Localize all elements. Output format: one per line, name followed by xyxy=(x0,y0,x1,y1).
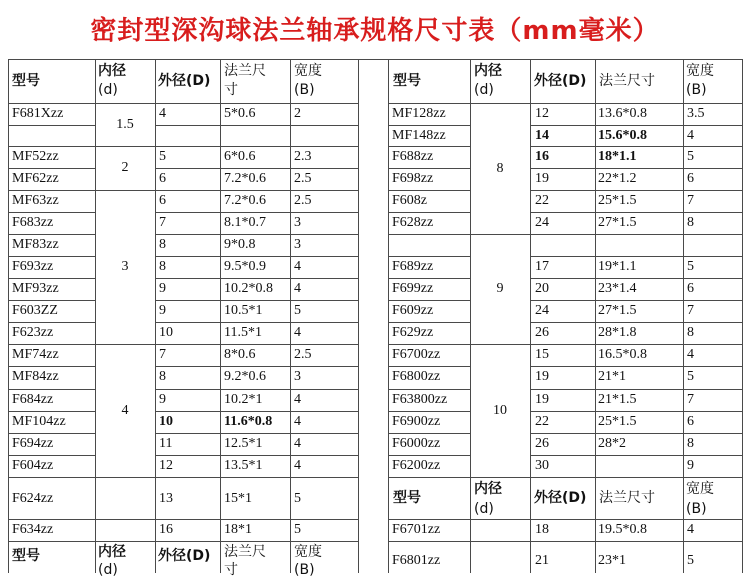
table-row-width: 3.5 xyxy=(687,106,705,121)
table-row-line xyxy=(470,234,530,235)
table-row-line xyxy=(155,278,358,279)
table-row-outer: 26 xyxy=(535,325,549,340)
table-row-width: 4 xyxy=(687,347,694,362)
table-row-line xyxy=(388,411,470,412)
table-row-model: F6800zz xyxy=(392,369,441,384)
table-row-flange: 7.2*0.6 xyxy=(224,193,266,208)
table-row-flange: 5*0.6 xyxy=(224,106,256,121)
table-row-line xyxy=(8,366,95,367)
table-row-width: 2.5 xyxy=(294,171,312,186)
inner-diameter-group: 9 xyxy=(496,281,504,296)
table-row-model: MF83zz xyxy=(12,237,59,252)
header-outer: 外径(D) xyxy=(158,548,211,564)
table-row-line xyxy=(388,59,742,60)
table-row-width: 4 xyxy=(294,392,301,407)
table-row-line xyxy=(530,256,742,257)
table-row-width: 4 xyxy=(294,325,301,340)
page-title: 密封型深沟球法兰轴承规格尺寸表（mm毫米） xyxy=(90,16,660,46)
table-col-line xyxy=(95,59,96,573)
table-row-width: 2.5 xyxy=(294,193,312,208)
header-flange-2: 寸 xyxy=(224,82,238,98)
table-row-flange: 21*1 xyxy=(598,369,626,384)
table-row-line xyxy=(8,519,358,520)
table-row-outer: 26 xyxy=(535,436,549,451)
table-row-model: F623zz xyxy=(12,325,54,340)
table-col-line xyxy=(595,59,596,573)
table-row-model: F628zz xyxy=(392,215,434,230)
table-row-line xyxy=(8,389,95,390)
table-row-outer: 6 xyxy=(159,171,166,186)
table-row-line xyxy=(530,146,742,147)
inner-diameter-group: 3 xyxy=(121,259,129,274)
header-width: 宽度 xyxy=(294,63,322,79)
table-row-flange: 8*0.6 xyxy=(224,347,256,362)
table-row-model: F634zz xyxy=(12,522,54,537)
table-col-line xyxy=(155,59,156,573)
table-row-line xyxy=(388,322,470,323)
table-row-line xyxy=(8,146,358,147)
table-row-line xyxy=(388,125,470,126)
table-row-outer: 10 xyxy=(159,414,173,429)
table-row-model: F604zz xyxy=(12,458,54,473)
table-row-model: MF84zz xyxy=(12,369,59,384)
table-col-line xyxy=(530,59,531,573)
table-row-width: 5 xyxy=(294,522,301,537)
table-col-line xyxy=(8,59,9,573)
header-inner: 内径 xyxy=(474,63,502,79)
table-row-outer: 15 xyxy=(535,347,549,362)
table-row-flange: 23*1 xyxy=(598,553,626,568)
header-width: 宽度 xyxy=(686,63,714,79)
table-row-line xyxy=(155,256,358,257)
table-row-model: F603ZZ xyxy=(12,303,58,318)
table-row-model: F683zz xyxy=(12,215,54,230)
table-row-line xyxy=(155,366,358,367)
table-row-outer: 16 xyxy=(159,522,173,537)
table-row-width: 2.5 xyxy=(294,347,312,362)
table-row-flange: 21*1.5 xyxy=(598,392,637,407)
table-row-outer: 12 xyxy=(535,106,549,121)
table-row-outer: 4 xyxy=(159,106,166,121)
table-row-model: F684zz xyxy=(12,392,54,407)
header-width-unit: (B) xyxy=(294,82,315,98)
inner-diameter-group: 8 xyxy=(496,160,504,176)
table-row-width: 6 xyxy=(687,171,694,186)
table-row-line xyxy=(8,59,358,60)
table-row-flange: 25*1.5 xyxy=(598,193,637,208)
table-row-line xyxy=(388,344,742,345)
table-row-width: 9 xyxy=(687,458,694,473)
table-row-flange: 7.2*0.6 xyxy=(224,171,266,186)
table-row-flange: 11.5*1 xyxy=(224,325,262,340)
table-row-outer: 13 xyxy=(159,491,173,506)
table-row-model: F6900zz xyxy=(392,414,441,429)
table-row-width: 4 xyxy=(687,128,694,143)
table-row-outer: 20 xyxy=(535,281,549,296)
table-row-line xyxy=(8,541,358,542)
table-row-outer: 24 xyxy=(535,215,549,230)
table-row-flange: 10.2*1 xyxy=(224,392,263,407)
table-row-line xyxy=(388,168,470,169)
table-row-outer: 7 xyxy=(159,215,166,230)
table-row-line xyxy=(8,278,95,279)
table-row-outer: 17 xyxy=(535,259,549,274)
header-width-unit: (B) xyxy=(294,562,315,578)
table-row-width: 8 xyxy=(687,215,694,230)
table-row-line xyxy=(155,168,358,169)
table-row-width: 4 xyxy=(294,259,301,274)
table-row-width: 7 xyxy=(687,193,694,208)
table-row-width: 4 xyxy=(687,522,694,537)
table-row-width: 2.3 xyxy=(294,149,312,164)
table-row-line xyxy=(155,125,358,126)
table-row-width: 5 xyxy=(294,303,301,318)
table-row-width: 8 xyxy=(687,325,694,340)
table-row-width: 6 xyxy=(687,281,694,296)
table-row-model: F681Xzz xyxy=(12,106,64,121)
table-row-model: F698zz xyxy=(392,171,434,186)
table-row-flange: 27*1.5 xyxy=(598,303,637,318)
table-row-outer: 10 xyxy=(159,325,173,340)
table-row-line xyxy=(388,300,470,301)
table-row-flange: 19*1.1 xyxy=(598,259,637,274)
table-row-outer: 21 xyxy=(535,553,549,568)
header-outer: 外径(D) xyxy=(534,73,587,89)
table-row-line xyxy=(388,234,742,235)
table-row-width: 5 xyxy=(687,149,694,164)
table-row-flange: 15*1 xyxy=(224,491,252,506)
header-outer: 外径(D) xyxy=(534,490,587,506)
inner-diameter-group: 2 xyxy=(121,160,129,175)
table-row-flange: 6*0.6 xyxy=(224,149,256,164)
table-row-outer: 8 xyxy=(159,369,166,384)
table-row-model: F6701zz xyxy=(392,522,441,537)
table-row-flange: 9.2*0.6 xyxy=(224,369,266,384)
table-row-line xyxy=(8,433,95,434)
table-row-line xyxy=(155,433,358,434)
table-row-line xyxy=(155,212,358,213)
table-row-line xyxy=(8,300,95,301)
table-row-model: F699zz xyxy=(392,281,434,296)
table-row-line xyxy=(470,344,530,345)
header-model: 型号 xyxy=(393,490,421,506)
table-row-width: 2 xyxy=(294,106,301,121)
table-row-line xyxy=(8,212,95,213)
table-row-model: F689zz xyxy=(392,259,434,274)
table-row-line xyxy=(388,389,470,390)
table-row-line xyxy=(8,322,95,323)
table-row-line xyxy=(530,125,742,126)
table-row-outer: 12 xyxy=(159,458,173,473)
table-row-model: F63800zz xyxy=(392,392,448,407)
table-row-line xyxy=(530,455,742,456)
table-row-line xyxy=(8,256,95,257)
table-col-line xyxy=(470,59,471,573)
header-width-unit: (B) xyxy=(686,82,707,98)
table-row-model: F694zz xyxy=(12,436,54,451)
table-row-flange: 16.5*0.8 xyxy=(598,347,647,362)
table-row-model: F608z xyxy=(392,193,427,208)
table-col-line xyxy=(683,59,684,573)
table-row-outer: 19 xyxy=(535,392,549,407)
table-row-outer: 5 xyxy=(159,149,166,164)
table-row-line xyxy=(155,389,358,390)
table-row-width: 4 xyxy=(294,436,301,451)
header-inner-unit: (d) xyxy=(474,82,494,98)
table-row-flange: 28*2 xyxy=(598,436,626,451)
table-row-model: MF104zz xyxy=(12,414,66,429)
table-row-line xyxy=(530,278,742,279)
header-flange: 法兰尺寸 xyxy=(599,73,655,89)
header-flange-2: 寸 xyxy=(224,562,238,578)
inner-diameter-group: 10 xyxy=(493,402,507,418)
table-row-flange: 13.6*0.8 xyxy=(598,106,647,121)
table-row-line xyxy=(388,455,470,456)
table-row-model: MF63zz xyxy=(12,193,59,208)
table-row-line xyxy=(530,322,742,323)
table-row-line xyxy=(388,278,470,279)
table-row-line xyxy=(530,411,742,412)
header-outer: 外径(D) xyxy=(158,73,211,89)
table-row-line xyxy=(8,103,358,104)
table-row-line xyxy=(388,519,742,520)
table-row-width: 5 xyxy=(687,369,694,384)
table-row-flange: 12.5*1 xyxy=(224,436,263,451)
header-width: 宽度 xyxy=(686,481,714,497)
table-row-line xyxy=(388,146,470,147)
table-row-flange: 15.6*0.8 xyxy=(598,128,647,143)
table-row-outer: 19 xyxy=(535,171,549,186)
table-row-model: MF62zz xyxy=(12,171,59,186)
table-row-line xyxy=(155,455,358,456)
inner-diameter-group: 1.5 xyxy=(116,116,134,132)
inner-diameter-group: 4 xyxy=(121,402,129,418)
header-model: 型号 xyxy=(12,548,40,564)
table-row-model: MF74zz xyxy=(12,347,59,362)
table-row-line xyxy=(530,366,742,367)
table-row-model: MF93zz xyxy=(12,281,59,296)
table-row-line xyxy=(388,103,742,104)
table-row-width: 3 xyxy=(294,237,301,252)
table-row-outer: 30 xyxy=(535,458,549,473)
header-model: 型号 xyxy=(12,73,40,89)
table-row-line xyxy=(8,125,95,126)
table-row-line xyxy=(155,411,358,412)
table-row-width: 4 xyxy=(294,458,301,473)
table-row-width: 4 xyxy=(294,281,301,296)
table-row-flange: 27*1.5 xyxy=(598,215,637,230)
table-row-flange: 10.2*0.8 xyxy=(224,281,273,296)
table-row-outer: 16 xyxy=(535,149,549,164)
table-row-line xyxy=(8,234,95,235)
header-inner-unit: (d) xyxy=(98,82,118,98)
table-row-model: F693zz xyxy=(12,259,54,274)
table-row-outer: 19 xyxy=(535,369,549,384)
table-row-width: 6 xyxy=(687,414,694,429)
table-row-flange: 13.5*1 xyxy=(224,458,263,473)
table-row-model: F688zz xyxy=(392,149,434,164)
table-row-width: 3 xyxy=(294,369,301,384)
header-inner: 内径 xyxy=(98,544,126,560)
table-row-width: 7 xyxy=(687,392,694,407)
table-row-outer: 9 xyxy=(159,392,166,407)
table-col-line xyxy=(388,59,389,573)
table-row-outer: 22 xyxy=(535,414,549,429)
table-row-line xyxy=(388,256,470,257)
table-row-width: 5 xyxy=(687,553,694,568)
table-row-outer: 8 xyxy=(159,259,166,274)
header-inner-unit: (d) xyxy=(98,562,118,578)
table-row-flange: 22*1.2 xyxy=(598,171,637,186)
table-row-line xyxy=(8,477,358,478)
table-row-model: F609zz xyxy=(392,303,434,318)
table-row-line xyxy=(8,168,95,169)
table-row-line xyxy=(530,300,742,301)
header-inner: 内径 xyxy=(98,63,126,79)
table-row-flange: 18*1 xyxy=(224,522,252,537)
table-row-outer: 9 xyxy=(159,281,166,296)
table-row-line xyxy=(358,59,388,60)
table-row-line xyxy=(8,411,95,412)
table-row-model: F6000zz xyxy=(392,436,441,451)
table-row-flange: 23*1.4 xyxy=(598,281,637,296)
table-row-model: MF128zz xyxy=(392,106,446,121)
table-row-model: MF52zz xyxy=(12,149,59,164)
table-row-line xyxy=(388,212,470,213)
table-row-line xyxy=(388,366,470,367)
table-row-model: F6200zz xyxy=(392,458,441,473)
table-col-line xyxy=(742,59,743,573)
table-row-width: 8 xyxy=(687,436,694,451)
table-row-line xyxy=(388,190,470,191)
table-row-line xyxy=(530,212,742,213)
table-row-outer: 14 xyxy=(535,128,549,143)
header-model: 型号 xyxy=(393,73,421,89)
table-row-flange: 25*1.5 xyxy=(598,414,637,429)
table-col-line xyxy=(290,59,291,573)
table-col-line xyxy=(220,59,221,573)
table-row-model: F629zz xyxy=(392,325,434,340)
table-row-outer: 6 xyxy=(159,193,166,208)
header-flange: 法兰尺 xyxy=(224,63,266,79)
table-row-line xyxy=(388,477,742,478)
header-width-unit: (B) xyxy=(686,501,707,517)
header-width: 宽度 xyxy=(294,544,322,560)
table-row-width: 4 xyxy=(294,414,301,429)
header-flange: 法兰尺寸 xyxy=(599,490,655,506)
table-row-flange: 8.1*0.7 xyxy=(224,215,266,230)
table-row-line xyxy=(530,433,742,434)
header-inner-unit: (d) xyxy=(474,501,494,517)
table-row-line xyxy=(388,541,742,542)
table-row-flange: 9*0.8 xyxy=(224,237,256,252)
table-row-line xyxy=(530,168,742,169)
table-row-line xyxy=(530,190,742,191)
table-row-flange: 19.5*0.8 xyxy=(598,522,647,537)
table-col-line xyxy=(358,59,359,573)
table-row-outer: 7 xyxy=(159,347,166,362)
table-row-model: F624zz xyxy=(12,491,54,506)
table-row-line xyxy=(530,389,742,390)
table-row-line xyxy=(8,190,358,191)
table-row-line xyxy=(388,433,470,434)
table-row-outer: 18 xyxy=(535,522,549,537)
header-inner: 内径 xyxy=(474,481,502,497)
table-row-line xyxy=(8,455,95,456)
table-row-flange: 9.5*0.9 xyxy=(224,259,266,274)
table-row-flange: 18*1.1 xyxy=(598,149,637,164)
table-row-line xyxy=(155,322,358,323)
table-row-line xyxy=(8,344,358,345)
table-row-flange: 11.6*0.8 xyxy=(224,414,273,429)
table-row-line xyxy=(155,234,358,235)
table-row-width: 5 xyxy=(687,259,694,274)
table-row-line xyxy=(155,300,358,301)
table-row-flange: 10.5*1 xyxy=(224,303,263,318)
table-row-model: F6801zz xyxy=(392,553,441,568)
table-row-outer: 24 xyxy=(535,303,549,318)
table-row-outer: 22 xyxy=(535,193,549,208)
table-row-model: F6700zz xyxy=(392,347,441,362)
table-row-model: MF148zz xyxy=(392,128,446,143)
table-row-outer: 11 xyxy=(159,436,173,451)
header-flange: 法兰尺 xyxy=(224,544,266,560)
table-row-width: 3 xyxy=(294,215,301,230)
table-row-flange: 28*1.8 xyxy=(598,325,637,340)
table-row-width: 7 xyxy=(687,303,694,318)
table-row-outer: 8 xyxy=(159,237,166,252)
table-row-width: 5 xyxy=(294,491,301,506)
table-row-outer: 9 xyxy=(159,303,166,318)
